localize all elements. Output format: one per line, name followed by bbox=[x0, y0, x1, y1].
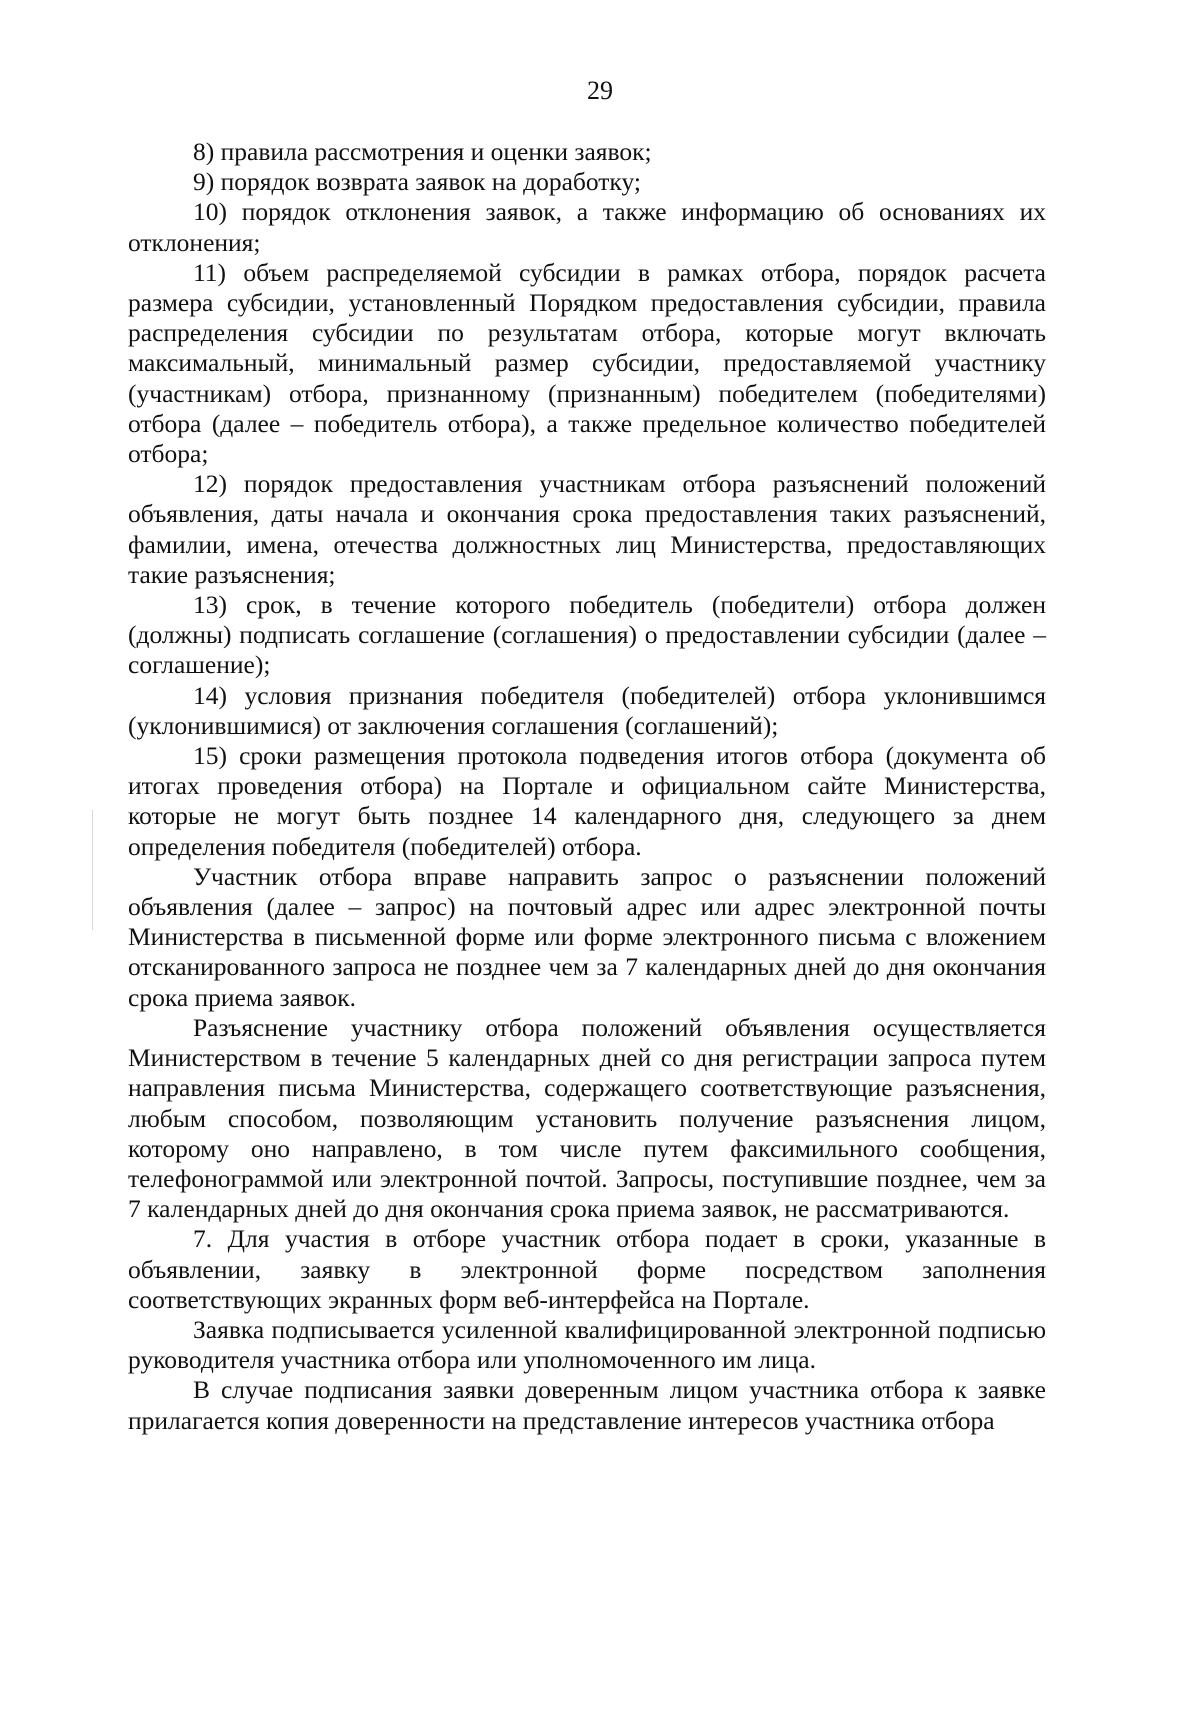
paragraph-clarification: Разъяснение участнику отбора положений объявления осуществляется Министерством в течение 5 календарных дней со дня регистрации запроса путем направления письма Министерства, содержащего соответствующие разъяснения, любым способом, позволяющим установить получение разъяснения лицом, которому оно направлено, в том числе путем факсимильного сообщения, телефонограммой или электронной почтой. Запросы, поступившие позднее, чем за 7 календарных дней до дня окончания срока приема заявок, не рассматриваются. bbox=[128, 1012, 1046, 1224]
paragraph-inquiry: Участник отбора вправе направить запрос о разъяснении положений объявления (далее – запрос) на почтовый адрес или адрес электронной почты Министерства в письменной форме или форме электронного письма с вложением отсканированного запроса не позднее чем за 7 календарных дней до дня окончания срока приема заявок. bbox=[128, 861, 1046, 1012]
list-item-11: 11) объем распределяемой субсидии в рамках отбора, порядок расчета размера субсидии, установленный Порядком предоставления субсидии, правила распределения субсидии по результатам отбора, которые могут включать максимальный, минимальный размер субсидии, предоставляемой участнику (участникам) отбора, признанному (признанным) победителем (победителями) отбора (далее – победитель отбора), а также предельное количество победителей отбора; bbox=[128, 257, 1046, 469]
list-item-13: 13) срок, в течение которого победитель (победители) отбора должен (должны) подписать соглашение (соглашения) о предоставлении субсидии (далее – соглашение); bbox=[128, 590, 1046, 680]
document-body bbox=[128, 137, 1046, 1436]
list-item-15: 15) сроки размещения протокола подведения итогов отбора (документа об итогах проведения отбора) на Портале и официальном сайте Министерства, которые не могут быть позднее 14 календарного дня, следующего за днем определения победителя (победителей) отбора. bbox=[128, 741, 1046, 861]
paragraph-power-of-attorney: В случае подписания заявки доверенным лицом участника отбора к заявке прилагается копия доверенности на представление интересов участника отбора bbox=[128, 1375, 1046, 1435]
list-item-8: 8) правила рассмотрения и оценки заявок; bbox=[193, 137, 652, 166]
list-item-14: 14) условия признания победителя (победителей) отбора уклонившимся (уклонившимися) от заключения соглашения (соглашений); bbox=[128, 680, 1046, 740]
list-item-12: 12) порядок предоставления участникам отбора разъяснений положений объявления, даты начала и окончания срока предоставления таких разъяснений, фамилии, имена, отечества должностных лиц Министерства, предоставляющих такие разъяснения; bbox=[128, 469, 1046, 589]
section-7-paragraph: 7. Для участия в отборе участник отбора подает в сроки, указанные в объявлении, заявку в электронной форме посредством заполнения соответствующих экранных форм веб-интерфейса на Портале. bbox=[128, 1224, 1046, 1314]
page-number: 29 bbox=[587, 76, 613, 105]
paragraph-signature: Заявка подписывается усиленной квалифицированной электронной подписью руководителя участника отбора или уполномоченного им лица. bbox=[128, 1314, 1046, 1375]
scan-artifact-line bbox=[92, 810, 93, 930]
list-item-10: 10) порядок отклонения заявок, а также информацию об основаниях их отклонения; bbox=[128, 197, 1046, 257]
list-item-9: 9) порядок возврата заявок на доработку; bbox=[193, 167, 641, 197]
